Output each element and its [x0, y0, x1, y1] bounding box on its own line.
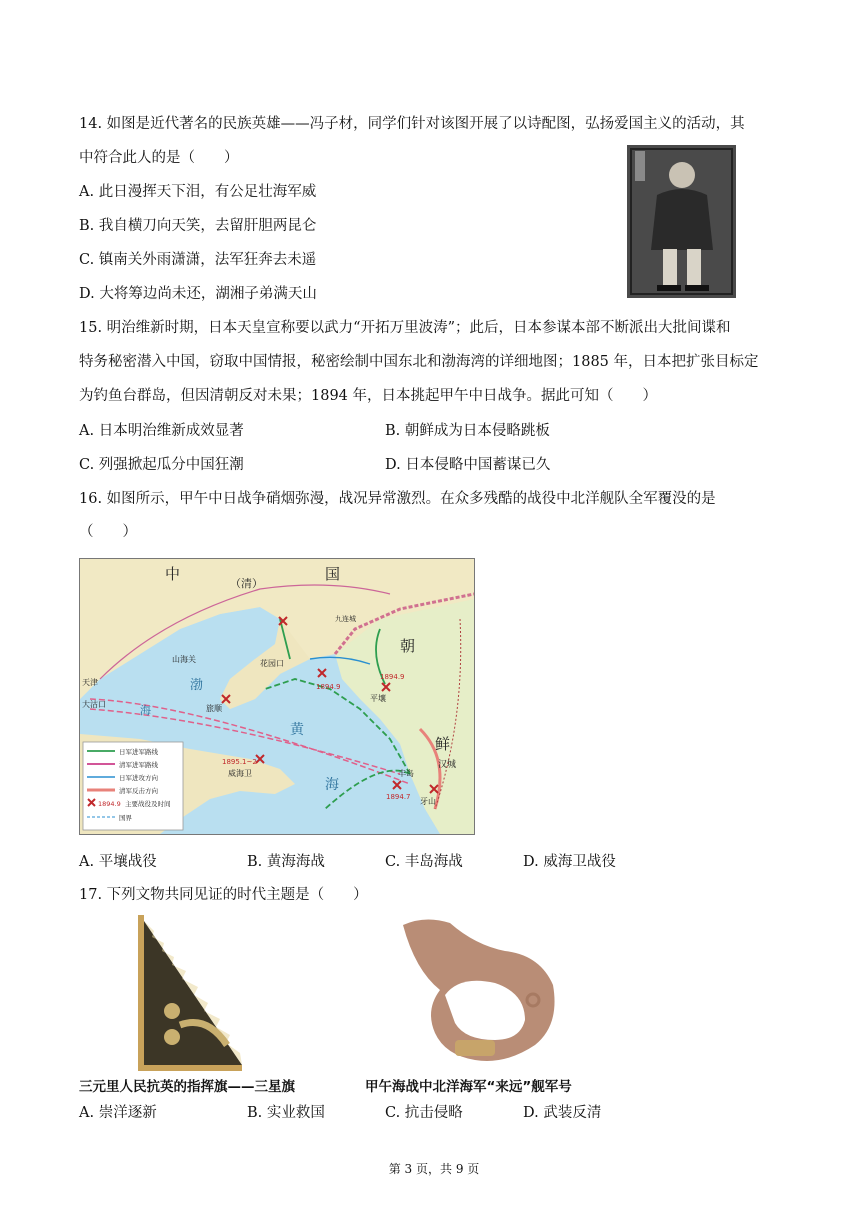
- map-label-huang: 黄: [290, 722, 304, 738]
- map-label-china: 中: [165, 565, 181, 583]
- map-label-yashan: 牙山: [420, 797, 436, 806]
- q15-stem-line2: 特务秘密潜入中国，窃取中国情报，秘密绘制中国东北和渤海湾的详细地图；1885 年，日本把扩张目标定: [79, 354, 759, 370]
- map-label-fengdao: 丰岛: [398, 769, 414, 778]
- map-label-dagukou: 大沽口: [82, 700, 106, 709]
- q14-stem-line2: 中符合此人的是（ ）: [79, 150, 239, 166]
- map-label-pingrang: 平壤: [370, 694, 386, 703]
- map-date-fengdao: 1894.7: [386, 793, 411, 801]
- legend-japanese-route: 日军进军路线: [119, 748, 158, 756]
- q17-option-d: D. 武装反清: [523, 1105, 602, 1121]
- q17-option-a: A. 崇洋逐新: [79, 1105, 157, 1121]
- q15-option-d: D. 日本侵略中国蓄谋已久: [385, 457, 551, 473]
- map-label-tianjin: 天津: [82, 678, 98, 687]
- map-label-jiuliancheng: 九连城: [335, 615, 356, 623]
- q16-stem-line1: 16. 如图所示，甲午中日战争硝烟弥漫，战况异常激烈。在众多残酷的战役中北洋舰队全军覆没的是: [79, 491, 716, 507]
- map-label-chao: 朝: [400, 637, 416, 655]
- q15-option-a: A. 日本明治维新成效显著: [79, 423, 244, 439]
- q14-option-b: B. 我自横刀向天笑，去留肝胆两昆仑: [79, 218, 317, 234]
- legend-battle: 主要战役及时间: [125, 800, 171, 808]
- q17-stem: 17. 下列文物共同见证的时代主题是（ ）: [79, 887, 368, 903]
- three-star-flag-image: [132, 915, 247, 1071]
- q15-option-b: B. 朝鲜成为日本侵略跳板: [385, 423, 550, 439]
- q16-option-a: A. 平壤战役: [79, 854, 157, 870]
- bugle-image: [385, 915, 560, 1075]
- q15-option-c: C. 列强掀起瓜分中国狂潮: [79, 457, 244, 473]
- q17-caption-flag: 三元里人民抗英的指挥旗——三星旗: [79, 1079, 295, 1095]
- legend-date-sample: 1894.9: [98, 800, 121, 808]
- map-label-shanhaiguan: 山海关: [172, 655, 196, 664]
- q14-option-d: D. 大将筹边尚未还，湖湘子弟满天山: [79, 286, 317, 302]
- legend-border: 国界: [119, 814, 132, 822]
- q17-option-c: C. 抗击侵略: [385, 1105, 463, 1121]
- map-date-pingrang: 1894.9: [380, 673, 405, 681]
- map-label-weihaiwei: 威海卫: [228, 769, 252, 778]
- q16-option-c: C. 丰岛海战: [385, 854, 463, 870]
- sino-japanese-war-map: [79, 558, 475, 835]
- map-label-lushun: 旅顺: [206, 704, 222, 713]
- q16-option-b: B. 黄海海战: [247, 854, 325, 870]
- q16-option-d: D. 威海卫战役: [523, 854, 616, 870]
- map-label-hai1: 海: [140, 704, 151, 717]
- page-footer: 第 3 页，共 9 页: [388, 1162, 480, 1176]
- map-label-huayuankou: 花园口: [260, 659, 284, 668]
- map-date-yellowsea: 1894.9: [316, 683, 341, 691]
- q17-caption-bugle: 甲午海战中北洋海军“来远”舰军号: [365, 1079, 572, 1095]
- q16-stem-line2: （ ）: [79, 524, 137, 540]
- map-label-xian: 鲜: [435, 735, 451, 753]
- legend-japanese-attack: 日军进攻方向: [119, 774, 158, 782]
- q14-stem-line1: 14. 如图是近代著名的民族英雄——冯子材，同学们针对该图开展了以诗配图，弘扬爱国主义的活动，其: [79, 116, 745, 132]
- q15-stem-line1: 15. 明治维新时期，日本天皇宣称要以武力“开拓万里波涛”；此后，日本参谋本部不断派出大批间谍和: [79, 320, 731, 336]
- map-label-bo: 渤: [190, 678, 204, 693]
- legend-qing-route: 清军进军路线: [119, 761, 158, 769]
- q14-option-c: C. 镇南关外雨潇潇，法军狂奔去未遥: [79, 252, 317, 268]
- map-label-guo: 国: [325, 565, 341, 583]
- map-label-hai2: 海: [325, 777, 339, 793]
- legend-qing-counter: 清军反击方向: [119, 787, 158, 795]
- q15-stem-line3: 为钓鱼台群岛，但因清朝反对未果；1894 年，日本挑起甲午中日战争。据此可知（ ）: [79, 388, 658, 404]
- map-date-weihaiwei: 1895.1~2: [222, 758, 257, 766]
- q14-option-a: A. 此日漫挥天下泪，有公足壮海军威: [79, 184, 317, 200]
- map-label-qing: （清）: [230, 577, 263, 590]
- feng-zicai-portrait: [627, 145, 736, 298]
- map-label-hancheng: 汉城: [438, 760, 457, 770]
- q17-option-b: B. 实业救国: [247, 1105, 325, 1121]
